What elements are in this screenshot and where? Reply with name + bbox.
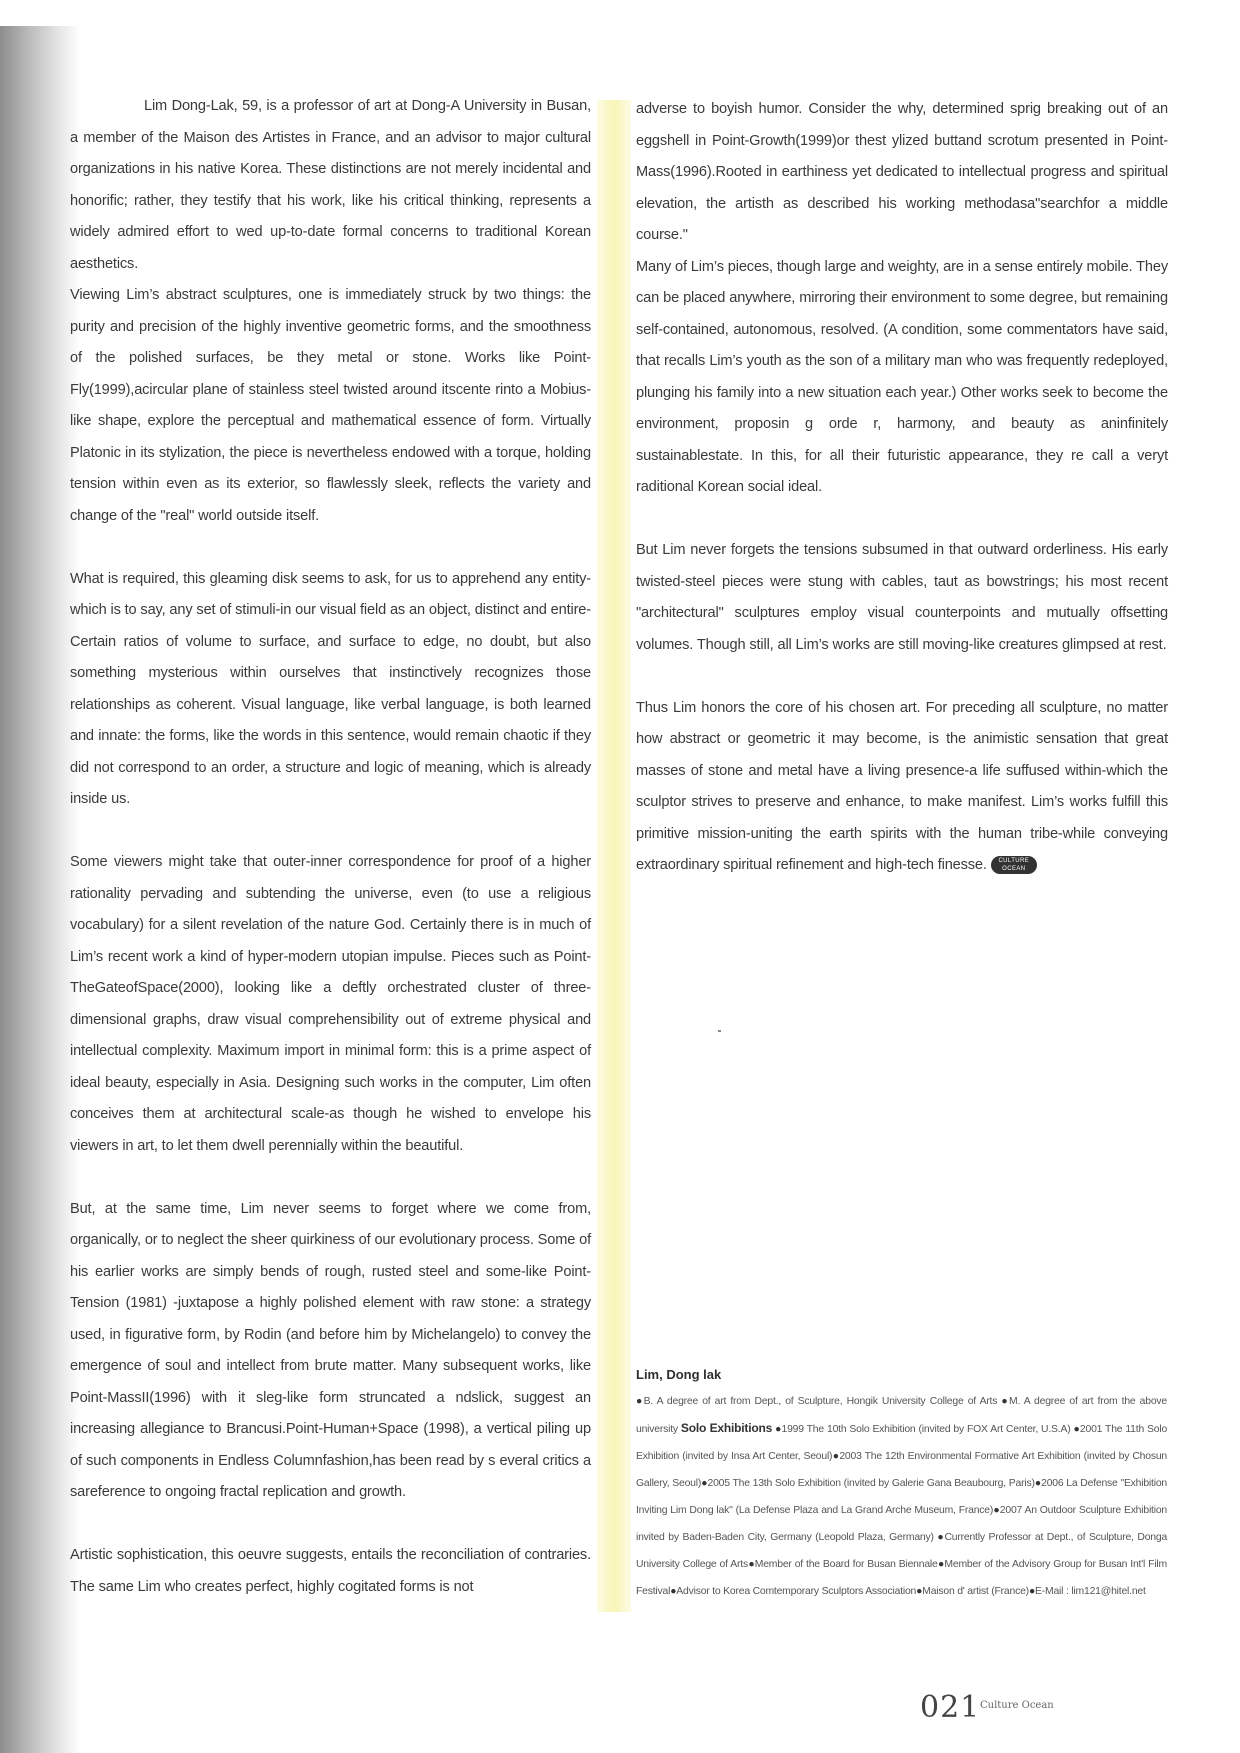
paragraph: But Lim never forgets the tensions subsumed in that outward orderliness. His early twisted-steel pieces were stung with cables, taut as bowstrings; his most recent "architectural" sculptures employ visual counterpoints and mutually offsetting volumes. Though still, all Lim’s works are still moving-like creatures glimpsed at rest. <box>636 542 1168 653</box>
article-right-column <box>636 94 1168 913</box>
page-number: 021 <box>920 1690 981 1725</box>
article-left-column <box>70 91 591 1635</box>
paragraph: What is required, this gleaming disk seems to ask, for us to apprehend any entity-which is to say, any set of stimuli-in our visual field as an object, distinct and entire- Certain ratios of volume to surface, and surface to edge, no doubt, but also something mysterious within ourselves that instinctively recognizes those relationships as coherent. Visual language, like verbal language, is both learned and innate: the forms, like the words in this sentence, would remain chaotic if they did not correspond to an order, a structure and logic of meaning, which is already inside us. <box>70 570 591 807</box>
paragraph-final <box>636 693 1168 882</box>
paragraph-text: Thus Lim honors the core of his chosen art. For preceding all sculpture, no matter how abstract or geometric it may become, is the animistic sensation that great masses of stone and metal have a living presence-a life suffused within-which the sculptor strives to preserve and enhance, to make manifest. Lim’s works fulfill this primitive mission-uniting the earth spirits with the human tribe-while conveying extraordinary spiritual refinement and high-tech finesse. <box>636 699 1168 873</box>
bio-details: ●B. A degree of art from Dept., of Sculpture, Hongik University College of Arts ●M. A degree of art from the above university Solo Exhibitions ●1999 The 10th Solo Exhibition (invited by FOX Art Center, U.S.A) ●2001 The 11th Solo Exhibition (invited by Insa Art Center, Seoul)●2003 The 12th Environmental Formative Art Exhibition (invited by Chosun Gallery, Seoul)●2005 The 13th Solo Exhibition (invited by Galerie Gana Beaubourg, Paris)●2006 La Defense "Exhibition Inviting Lim Dong lak" (La Defense Plaza and La Grand Arche Museum, France)●2007 An Outdoor Sculpture Exhibition invited by Baden-Baden City, Germany (Leopold Plaza, Germany) ●Currently Professor at Dept., of Sculpture, Donga University College of Arts●Member of the Board for Busan Biennale●Member of the Advisory Group for Busan Int'l Film Festival●Advisor to Korea Comtemporary Sculptors Association●Maison d' artist (France)●E-Mail : lim121@hitel.net <box>636 1396 1168 1597</box>
solo-exhibitions-heading: Solo Exhibitions <box>680 1421 773 1435</box>
paragraph: Some viewers might take that outer-inner correspondence for proof of a higher rationality pervading and subtending the universe, even (to use a religious vocabulary) for a silent revelation of the nature God. Certainly there is in much of Lim’s recent work a kind of hyper-modern utopian impulse. Pieces such as Point-TheGateofSpace(2000), looking like a deftly orchestrated cluster of three-dimensional graphs, draw visual comprehensibility out of extreme physical and intellectual complexity. Maximum import in minimal form: this is a prime aspect of ideal beauty, especially in Asia. Designing such works in the computer, Lim often conceives them at architectural scale-as though he wished to envelope his viewers in art, to let them dwell perennially within the beautiful. <box>70 854 591 1154</box>
print-speck <box>718 1030 721 1032</box>
culture-ocean-end-logo: CULTURE OCEAN <box>991 856 1037 874</box>
paragraph: Viewing Lim’s abstract sculptures, one is immediately struck by two things: the purity and precision of the highly inventive geometric forms, and the smoothness of the polished surfaces, be they metal or stone. Works like Point-Fly(1999),acircular plane of stainless steel twisted around itscente rinto a Mobius-like shape, explore the perceptual and mathematical essence of form. Virtually Platonic in its stylization, the piece is nevertheless endowed with a torque, holding tension within even as its exterior, so flawlessly sleek, reflects the variety and change of the "real" world outside itself. <box>70 287 591 524</box>
paragraph: Lim Dong-Lak, 59, is a professor of art at Dong-A University in Busan, a member of the Maison des Artistes in France, and an advisor to major cultural organizations in his native Korea. These distinctions are not merely incidental and honorific; rather, they testify that his work, like his critical thinking, represents a widely admired effort to wed up-to-date formal concerns to traditional Korean aesthetics. <box>70 98 591 272</box>
paragraph: Many of Lim’s pieces, though large and weighty, are in a sense entirely mobile. They can be placed anywhere, mirroring their environment to some degree, but remaining self-contained, autonomous, resolved. (A condition, some commentators have said, that recalls Lim’s youth as the son of a military man who was frequently redeployed, plunging his family into a new situation each year.) Other works seek to become the environment, proposin g orde r, harmony, and beauty as aninfinitely sustainablestate. In this, for all their futuristic appearance, they re call a veryt raditional Korean social ideal. <box>636 258 1168 495</box>
highlight-stripe <box>597 100 631 1612</box>
paragraph: But, at the same time, Lim never seems to forget where we come from, organically, or to neglect the sheer quirkiness of our evolutionary process. Some of his earlier works are simply bends of rough, rusted steel and some-like Point-Tension (1981) -juxtapose a highly polished element with raw stone: a strategy used, in figurative form, by Rodin (and before him by Michelangelo) to convey the emergence of soul and intellect from brute matter. Many subsequent works, like Point-MassII(1996) with it sleg-like form struncated a ndslick, suggest an increasing allegiance to Brancusi.Point-Human+Space (1998), a vertical piling up of such components in Endless Columnfashion,has been read by s everal critics a sareference to ongoing fractal replication and growth. <box>70 1200 591 1500</box>
artist-bio <box>636 1367 1167 1605</box>
bio-name: Lim, Dong lak <box>636 1367 722 1382</box>
magazine-name: Culture Ocean <box>980 1700 1054 1711</box>
page-top-margin <box>0 0 1240 26</box>
paragraph: adverse to boyish humor. Consider the why, determined sprig breaking out of an eggshell in Point-Growth(1999)or thest ylized buttand scrotum presented in Point-Mass(1996).Rooted in earthiness yet dedicated to intellectual progress and spiritual elevation, the artisth as described his working methodasa"searchfor a middle course." <box>636 101 1168 243</box>
page-gutter-shadow <box>0 0 80 1753</box>
paragraph: Artistic sophistication, this oeuvre suggests, entails the reconciliation of contraries. The same Lim who creates perfect, highly cogitated forms is not <box>70 1547 591 1595</box>
